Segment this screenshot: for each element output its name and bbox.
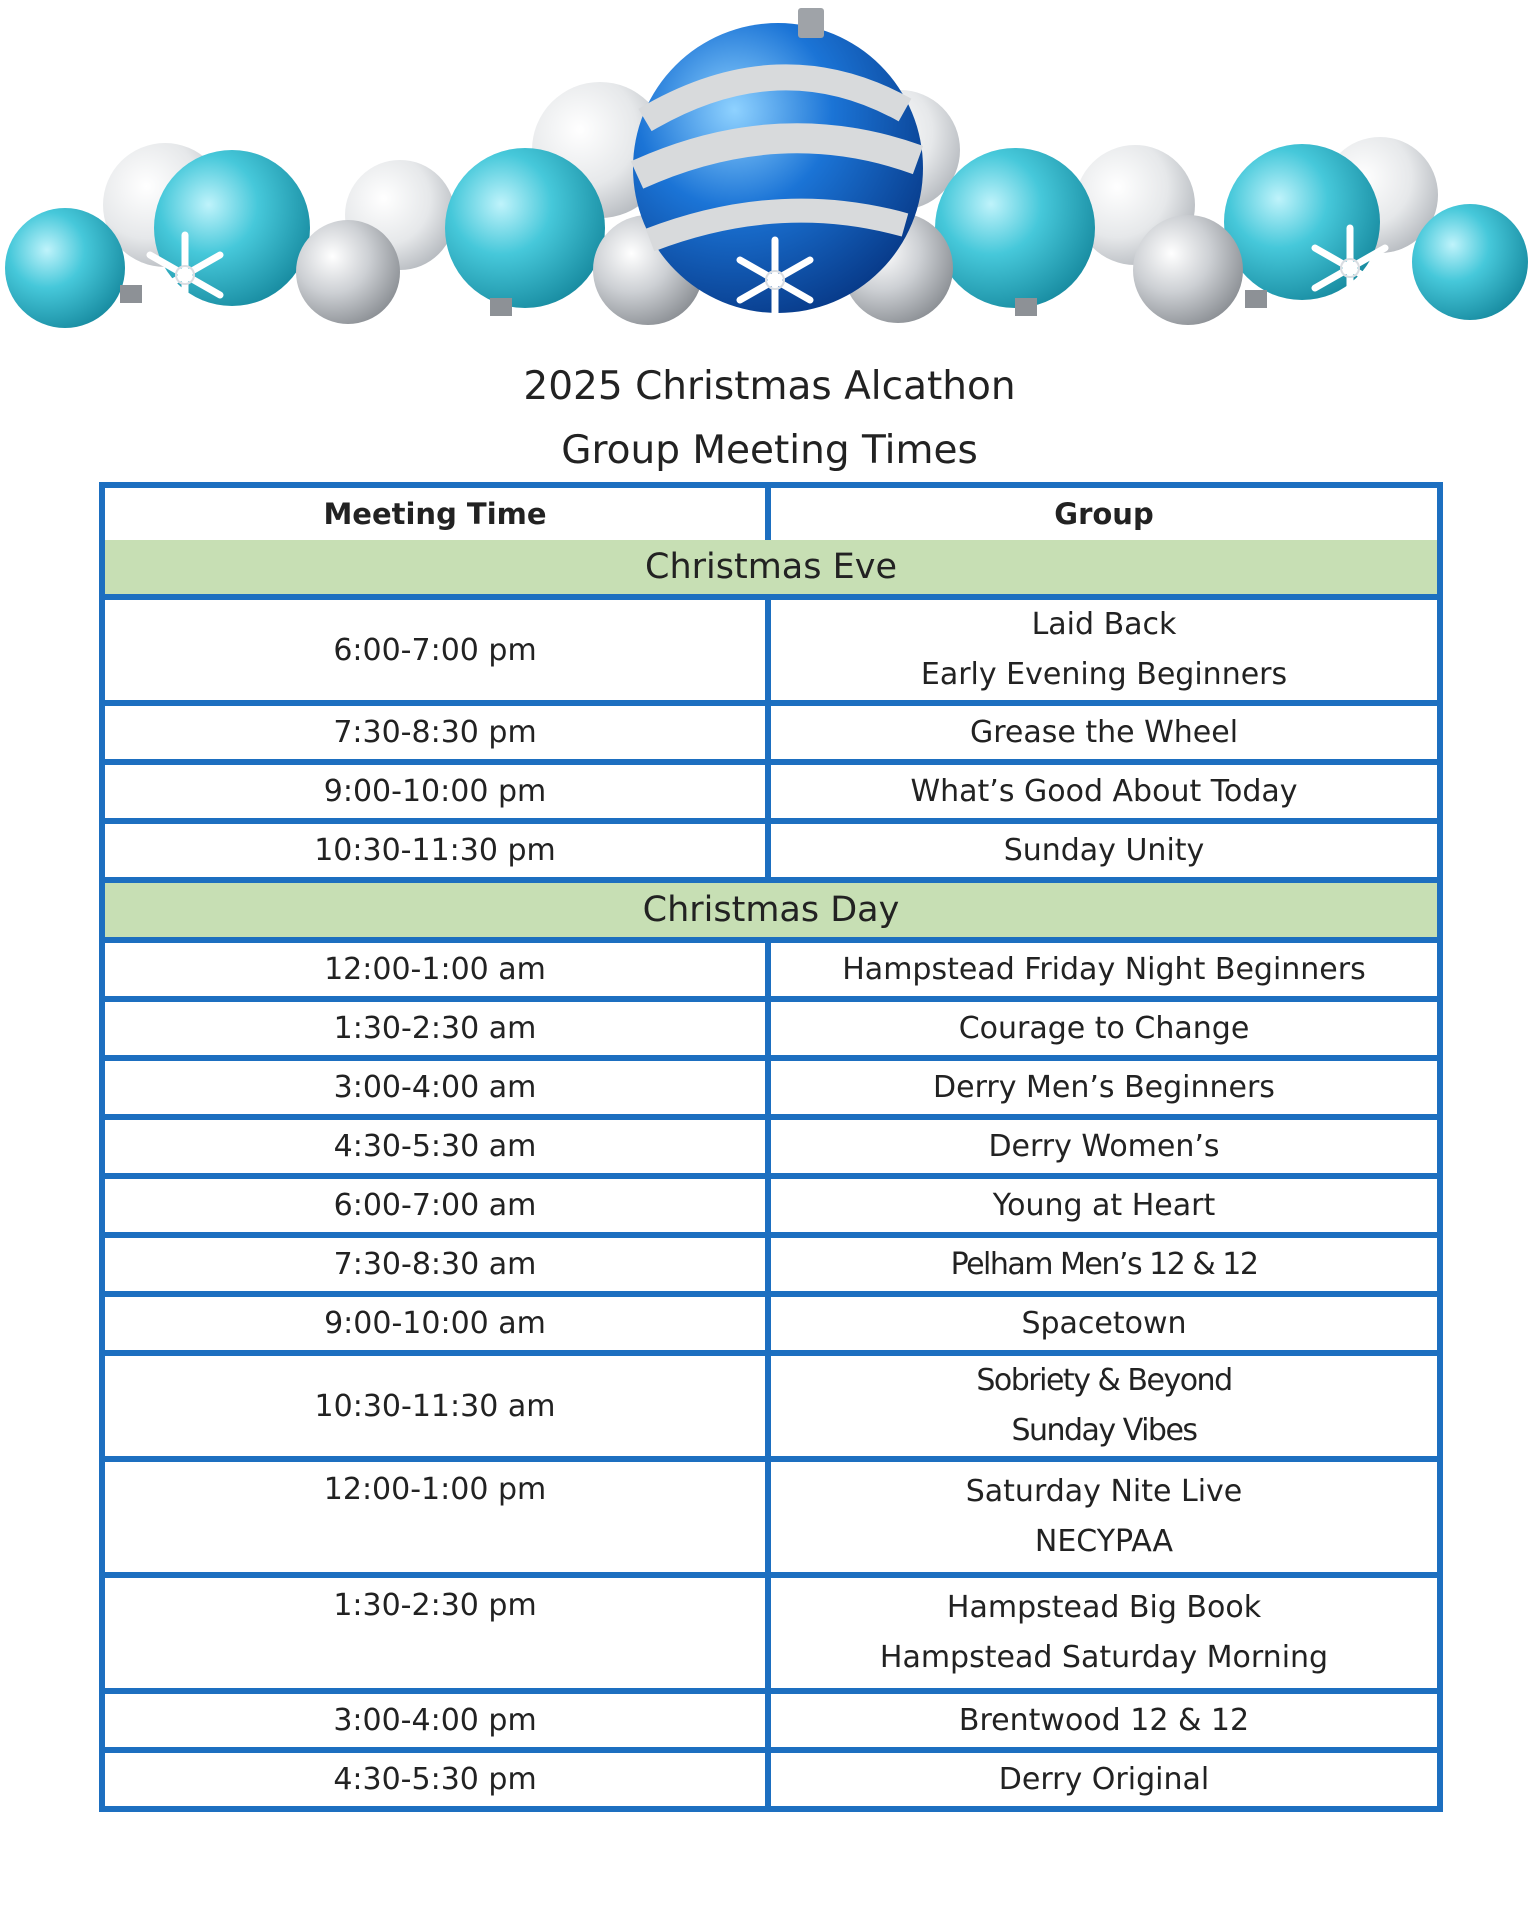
section-row: [105, 540, 1437, 600]
meeting-time: 6:00-7:00 am: [105, 1179, 771, 1238]
table-row: [105, 1462, 1437, 1578]
table-row: [105, 600, 1437, 706]
header-meeting-time: Meeting Time: [105, 488, 771, 540]
group-name: Hampstead Friday Night Beginners: [771, 943, 1437, 1002]
group-name: Early Evening Beginners: [920, 657, 1288, 692]
table-row: [105, 1120, 1437, 1179]
table-row: [105, 1694, 1437, 1753]
table-row: [105, 1356, 1437, 1462]
section-row: [105, 883, 1437, 943]
group-name: Derry Original: [998, 1762, 1210, 1797]
group-name: Grease the Wheel: [771, 706, 1437, 765]
table-row: [105, 706, 1437, 765]
page-title: [0, 355, 1539, 483]
table-row: [105, 1578, 1437, 1694]
group-name: Sunday Vibes: [1011, 1413, 1197, 1448]
table-row: [105, 1061, 1437, 1120]
meeting-time: 1:30-2:30 am: [105, 1002, 771, 1061]
meeting-time: 9:00-10:00 am: [105, 1297, 771, 1356]
group-name: Saturday Nite Live: [965, 1474, 1243, 1509]
meeting-schedule-table: [99, 482, 1443, 1812]
christmas-ornaments-banner-icon: [0, 0, 1539, 345]
meeting-time: 1:30-2:30 pm: [105, 1578, 771, 1694]
group-name: Laid Back: [1031, 607, 1177, 642]
group-cell: [771, 1578, 1437, 1694]
group-name: Sobriety & Beyond: [976, 1363, 1232, 1398]
group-name: Hampstead Big Book: [946, 1590, 1262, 1625]
table-row: [105, 1753, 1437, 1806]
meeting-time: 6:00-7:00 pm: [105, 600, 771, 706]
meeting-time: 9:00-10:00 pm: [105, 765, 771, 824]
meeting-time: 10:30-11:30 pm: [105, 824, 771, 883]
table-row: [105, 1179, 1437, 1238]
table-row: [105, 824, 1437, 883]
table-row: [105, 1238, 1437, 1297]
table-row: [105, 943, 1437, 1002]
meeting-time: 4:30-5:30 pm: [105, 1753, 771, 1806]
group-cell: [771, 1462, 1437, 1578]
group-name: Young at Heart: [771, 1179, 1437, 1238]
group-name: Spacetown: [771, 1297, 1437, 1356]
meeting-time: 12:00-1:00 pm: [105, 1462, 771, 1578]
group-name: NECYPAA: [1034, 1524, 1174, 1559]
meeting-time: 3:00-4:00 am: [105, 1061, 771, 1120]
table-header-row: [105, 488, 1437, 540]
group-cell: [771, 600, 1437, 706]
meeting-time: 12:00-1:00 am: [105, 943, 771, 1002]
group-name: Brentwood 12 & 12: [771, 1694, 1437, 1753]
meeting-time: 10:30-11:30 am: [105, 1356, 771, 1462]
header-group: Group: [1054, 497, 1154, 531]
group-name: Courage to Change: [771, 1002, 1437, 1061]
meeting-time: 3:00-4:00 pm: [105, 1694, 771, 1753]
group-name: Pelham Men’s 12 & 12: [771, 1238, 1437, 1297]
table-row: [105, 1297, 1437, 1356]
group-name: Hampstead Saturday Morning: [879, 1640, 1329, 1675]
meeting-time: 4:30-5:30 am: [105, 1120, 771, 1179]
table-row: [105, 765, 1437, 824]
group-name: What’s Good About Today: [771, 765, 1437, 824]
group-name: Sunday Unity: [771, 824, 1437, 883]
meeting-time: 7:30-8:30 pm: [105, 706, 771, 765]
section-christmas-day: Christmas Day: [105, 883, 1437, 943]
table-row: [105, 1002, 1437, 1061]
group-name: Derry Women’s: [771, 1120, 1437, 1179]
title-line-2: Group Meeting Times: [561, 428, 978, 473]
section-christmas-eve: Christmas Eve: [105, 540, 1437, 600]
meeting-time: 7:30-8:30 am: [105, 1238, 771, 1297]
group-name: Derry Men’s Beginners: [771, 1061, 1437, 1120]
group-cell: [771, 1356, 1437, 1462]
title-line-1: 2025 Christmas Alcathon: [523, 364, 1016, 409]
